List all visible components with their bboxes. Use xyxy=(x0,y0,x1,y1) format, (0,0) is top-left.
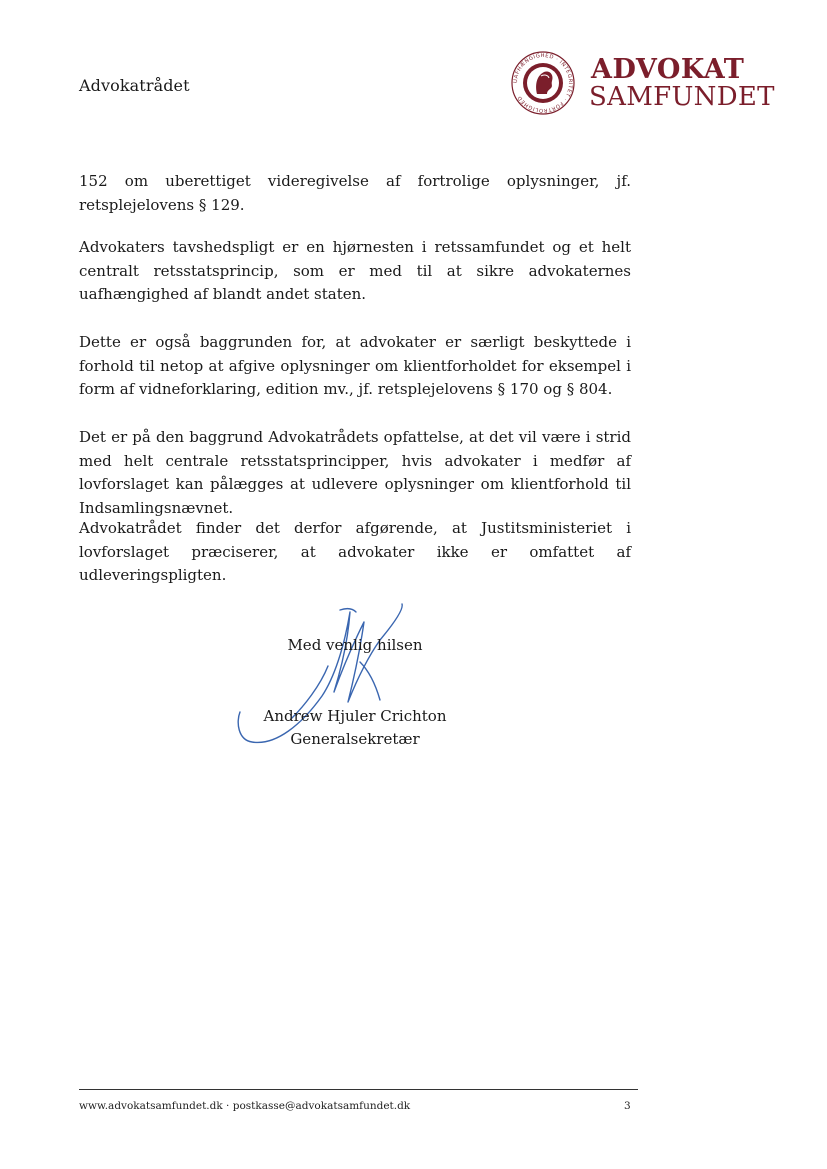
logo-word-samfundet: SAMFUNDET xyxy=(589,82,775,112)
footer-contact-info: www.advokatsamfundet.dk · postkasse@advokatsamfundet.dk xyxy=(79,1100,411,1112)
logo-word-advokat: ADVOKAT xyxy=(591,54,745,85)
body-paragraph-4: Det er på den baggrund Advokatrådets opfattelse, at det vil være i strid med helt centrale retsstatsprincipper, hvis advokater i medfør af lovforslaget kan pålægges at udlevere oplysninger om klientforhold til Indsamlingsnævnet. xyxy=(79,428,631,517)
signer-name: Andrew Hjuler Crichton xyxy=(263,707,447,725)
body-paragraph-5: Advokatrådet finder det derfor afgørende, at Justitsministeriet i lovforslaget præciserer, at advokater ikke er omfattet af udleveringspligten. xyxy=(79,519,631,584)
seal-emblem-icon xyxy=(509,50,581,116)
footer-divider xyxy=(79,1089,638,1090)
signer-title: Generalsekretær xyxy=(290,730,420,748)
seal-ring-text: UAFHÆNGIGHED · INTEGRITET · FORTROLIGHED xyxy=(512,52,574,114)
advokatsamfundet-logo xyxy=(509,50,789,116)
header-organization-name: Advokatrådet xyxy=(79,76,190,95)
page-number: 3 xyxy=(624,1100,631,1112)
body-paragraph-3: Dette er også baggrunden for, at advokater er særligt beskyttede i forhold til netop at afgive oplysninger om klientforholdet for eksempel i form af vidneforklaring, edition mv., jf. retsplejelovens § 170 og § 804. xyxy=(79,333,631,398)
closing-greeting: Med venlig hilsen xyxy=(287,636,423,654)
body-paragraph-2: Advokaters tavshedspligt er en hjørnesten i retssamfundet og et helt centralt retsstatsprincip, som er med til at sikre advokaternes uafhængighed af blandt andet staten. xyxy=(79,238,631,303)
body-paragraph-1: 152 om uberettiget videregivelse af fortrolige oplysninger, jf. retsplejelovens § 129. xyxy=(79,172,631,214)
